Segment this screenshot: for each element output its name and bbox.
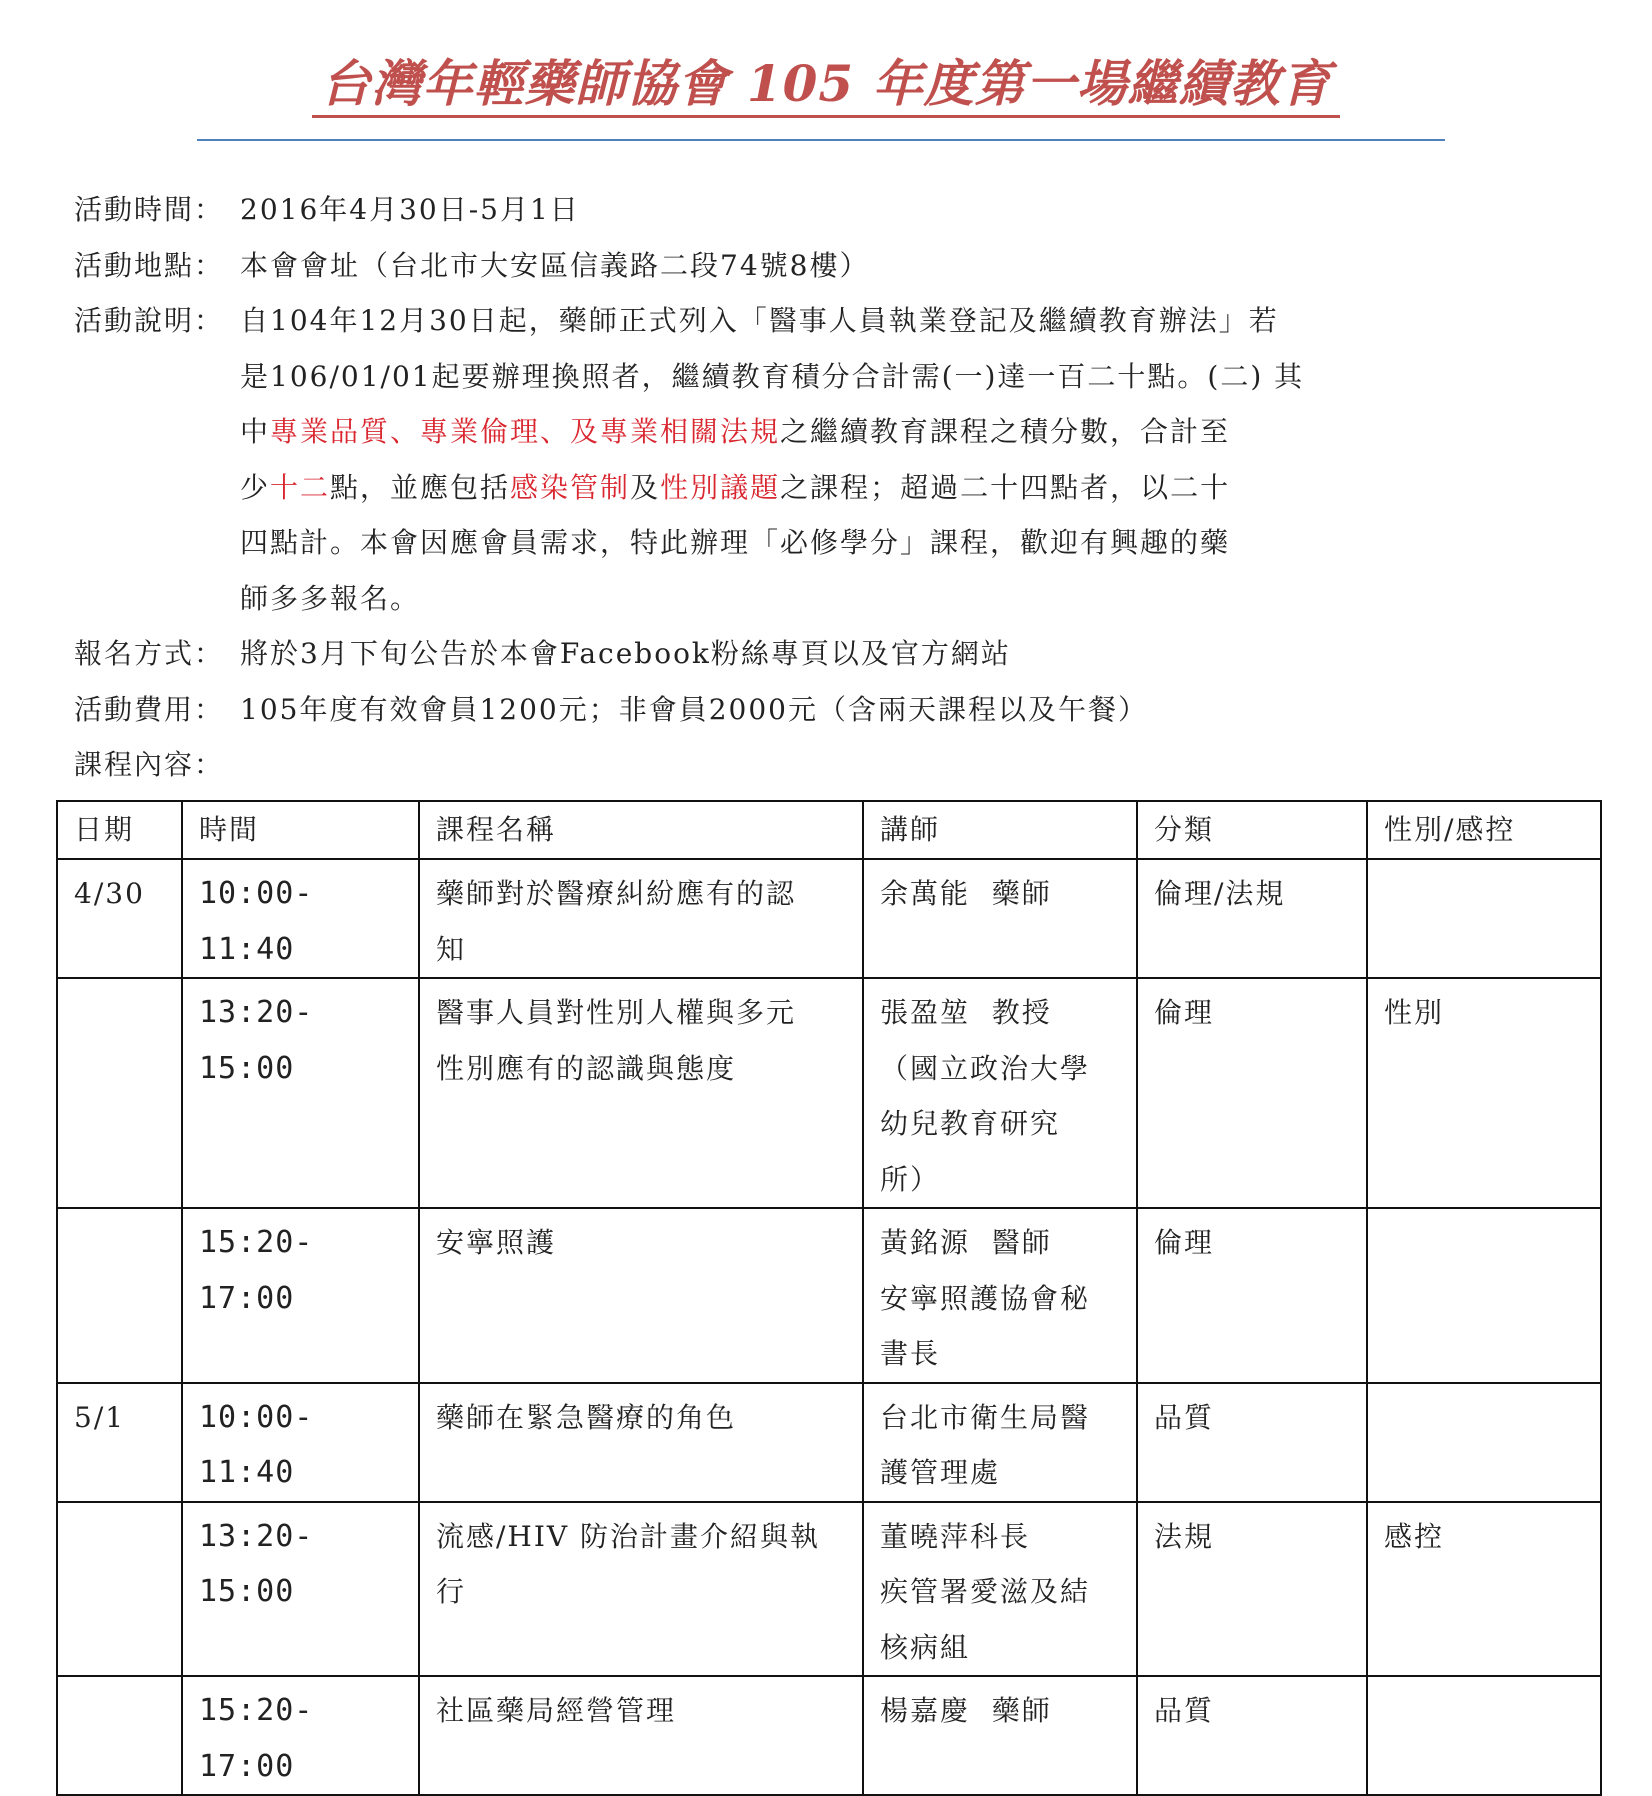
course-content-row [74, 737, 1414, 793]
cell-category: 法規 [1137, 1502, 1367, 1677]
table-row [57, 1208, 1601, 1383]
cell-time: 10:00-11:40 [182, 859, 419, 978]
cell-gender-infection [1367, 1676, 1601, 1795]
cell-time: 15:20-17:00 [182, 1676, 419, 1795]
document-title [0, 44, 1652, 116]
cell-date: 4/30 [57, 859, 182, 978]
cell-course [419, 1502, 863, 1677]
speaker-line: 所） [880, 1162, 941, 1196]
fee-row [74, 682, 1414, 738]
course-table-body [57, 859, 1601, 1795]
cell-gender-infection [1367, 1383, 1601, 1502]
cell-date [57, 1502, 182, 1677]
header-gender-infection: 性別/感控 [1367, 801, 1601, 859]
cell-gender-infection [1367, 1208, 1601, 1383]
event-desc-continuation [240, 349, 1370, 627]
speaker-line: 核病組 [880, 1630, 971, 1664]
event-time-value: 2016年4月30日-5月1日 [240, 193, 580, 226]
cell-course [419, 1383, 863, 1502]
cell-category: 倫理 [1137, 1208, 1367, 1383]
cell-date [57, 1676, 182, 1795]
cell-course [419, 1676, 863, 1795]
course-line: 藥師在緊急醫療的角色 [436, 1400, 737, 1434]
header-time: 時間 [182, 801, 419, 859]
table-row [57, 978, 1601, 1208]
event-desc-line-6: 師多多報名。 [240, 581, 421, 615]
cell-speaker [863, 1208, 1137, 1383]
speaker-line: 護管理處 [880, 1456, 1001, 1489]
cell-time: 15:20-17:00 [182, 1208, 419, 1383]
header-date: 日期 [57, 801, 182, 859]
course-line: 行 [436, 1575, 467, 1608]
cell-date: 5/1 [57, 1383, 182, 1502]
header-category: 分類 [1137, 801, 1367, 859]
header-speaker: 講師 [863, 801, 1137, 859]
table-row [57, 1383, 1601, 1502]
cell-date [57, 1208, 182, 1383]
desc-highlight: 專業品質、專業倫理、及專業相關法規 [270, 415, 781, 448]
title-divider [197, 139, 1445, 141]
event-desc-line-5: 四點計。本會因應會員需求，特此辦理「必修學分」課程，歡迎有興趣的藥 [240, 526, 1231, 559]
event-time-row [74, 182, 1414, 238]
course-line: 安寧照護 [436, 1226, 557, 1259]
course-line: 藥師對於醫療糾紛應有的認 [436, 877, 797, 910]
course-line: 知 [436, 932, 467, 966]
cell-speaker [863, 1502, 1137, 1677]
desc-text: 之課程；超過二十四點者，以二十 [780, 470, 1231, 504]
desc-text: 少 [240, 470, 271, 504]
cell-date [57, 978, 182, 1208]
speaker-line: 楊嘉慶 藥師 [880, 1694, 1052, 1727]
event-place-row [74, 238, 1414, 294]
speaker-line: 疾管署愛滋及結 [880, 1575, 1091, 1608]
event-info [74, 182, 1414, 793]
desc-text: 及 [630, 470, 661, 504]
desc-text: 之繼續教育課程之積分數，合計至 [780, 415, 1231, 448]
event-desc-line-1: 自104年12月30日起，藥師正式列入「醫事人員執業登記及繼續教育辦法」若 [240, 304, 1279, 337]
cell-category: 倫理 [1137, 978, 1367, 1208]
speaker-line: 張盈堃 教授 [880, 996, 1052, 1029]
cell-gender-infection [1367, 859, 1601, 978]
course-line: 性別應有的認識與態度 [436, 1051, 737, 1085]
event-desc-line-2: 是106/01/01起要辦理換照者，繼續教育積分合計需(一)達一百二十點。(二) 其 [240, 359, 1305, 393]
speaker-line: 台北市衛生局醫 [880, 1400, 1091, 1434]
fee-value: 105年度有效會員1200元；非會員2000元（含兩天課程以及午餐） [240, 692, 1148, 726]
table-row [57, 1676, 1601, 1795]
speaker-line: （國立政治大學 [880, 1051, 1091, 1085]
desc-highlight: 感染管制 [510, 470, 631, 504]
cell-course [419, 978, 863, 1208]
cell-time: 13:20-15:00 [182, 978, 419, 1208]
course-content-label: 課程內容： [74, 748, 225, 781]
cell-speaker [863, 1383, 1137, 1502]
fee-label: 活動費用： [74, 692, 225, 726]
cell-gender-infection: 性別 [1367, 978, 1601, 1208]
speaker-line: 余萬能 藥師 [880, 877, 1052, 910]
event-place-label: 活動地點： [74, 248, 225, 282]
table-row [57, 1502, 1601, 1677]
cell-time: 10:00-11:40 [182, 1383, 419, 1502]
desc-text: 點，並應包括 [330, 470, 511, 504]
signup-label: 報名方式： [74, 637, 225, 670]
table-row [57, 859, 1601, 978]
cell-category: 品質 [1137, 1383, 1367, 1502]
cell-course [419, 859, 863, 978]
cell-category: 品質 [1137, 1676, 1367, 1795]
cell-speaker [863, 859, 1137, 978]
speaker-line: 董曉萍科長 [880, 1519, 1031, 1553]
table-header-row [57, 801, 1601, 859]
desc-text: 中 [240, 415, 271, 448]
speaker-line: 幼兒教育研究 [880, 1107, 1061, 1140]
course-table [56, 800, 1602, 1796]
speaker-line: 黃銘源 醫師 [880, 1226, 1052, 1259]
event-place-value: 本會會址（台北市大安區信義路二段74號8樓） [240, 248, 870, 282]
course-line: 社區藥局經營管理 [436, 1694, 677, 1727]
event-desc-label: 活動說明： [74, 304, 225, 337]
cell-gender-infection: 感控 [1367, 1502, 1601, 1677]
course-line: 醫事人員對性別人權與多元 [436, 996, 797, 1029]
cell-speaker [863, 1676, 1137, 1795]
header-course: 課程名稱 [419, 801, 863, 859]
title-text: 台灣年輕藥師協會 105 年度第一場繼續教育 [312, 54, 1339, 118]
desc-highlight: 十二 [270, 470, 331, 504]
signup-value: 將於3月下旬公告於本會Facebook粉絲專頁以及官方網站 [240, 637, 1011, 670]
course-line: 流感/HIV 防治計畫介紹與執 [436, 1519, 821, 1553]
event-desc-line-4 [240, 460, 1370, 516]
cell-speaker [863, 978, 1137, 1208]
event-desc-line-3 [240, 404, 1370, 460]
speaker-line: 安寧照護協會秘 [880, 1281, 1091, 1315]
event-time-label: 活動時間： [74, 193, 225, 226]
signup-row [74, 626, 1414, 682]
cell-category: 倫理/法規 [1137, 859, 1367, 978]
speaker-line: 書長 [880, 1337, 941, 1370]
desc-highlight: 性別議題 [660, 470, 781, 504]
cell-time: 13:20-15:00 [182, 1502, 419, 1677]
event-desc-row [74, 293, 1414, 349]
cell-course [419, 1208, 863, 1383]
